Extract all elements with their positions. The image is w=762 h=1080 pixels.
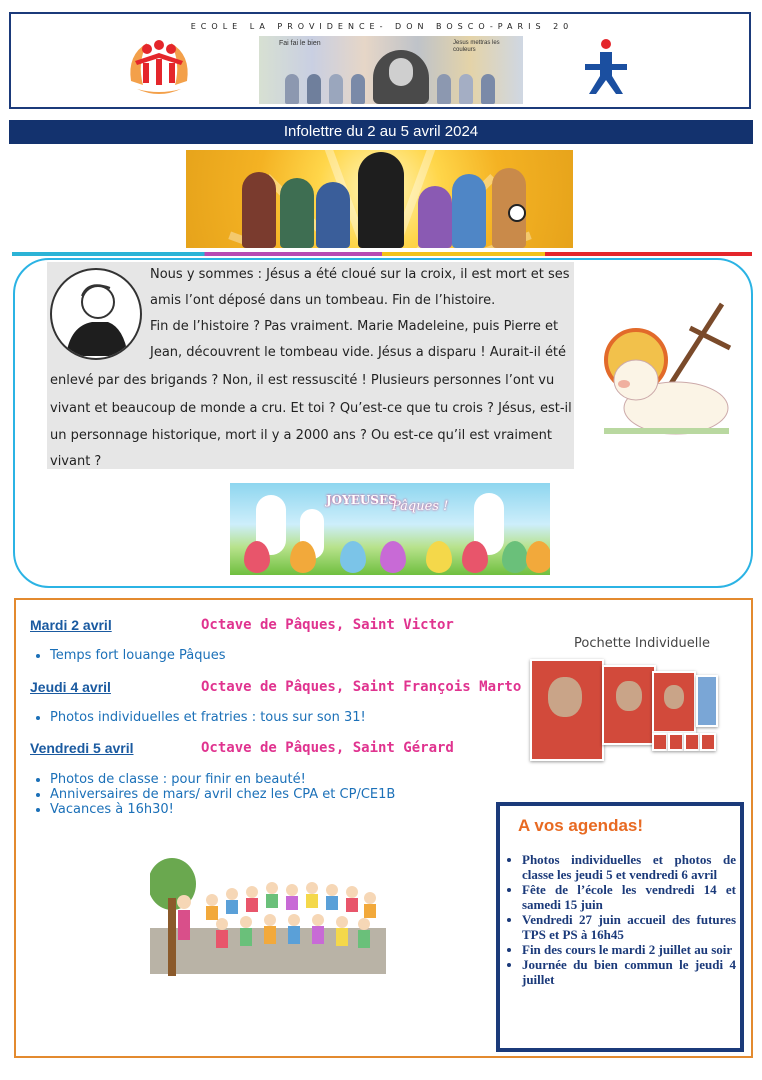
mural-caption-left: Fai fai le bien	[279, 40, 321, 47]
agenda-item: • Fête de l’école les vendredi 14 et samedi 15 juin	[522, 882, 736, 912]
newsletter-title-banner: Infolettre du 2 au 5 avril 2024	[9, 120, 753, 144]
don-bosco-portrait	[373, 50, 429, 104]
list-item: • Anniversaires de mars/ avril chez les CPA et CP/CE1B	[50, 787, 395, 802]
reflection-line: Jean, découvrent le tombeau vide. Jésus a disparu ! Aurait-il été	[150, 345, 567, 360]
joyeuses-paques-banner	[230, 483, 550, 575]
agenda-box	[496, 802, 744, 1052]
saint-of-day: Octave de Pâques, Saint François Marto	[201, 679, 522, 695]
photo-pochette-illustration	[530, 655, 720, 763]
soccer-ball-icon	[508, 204, 526, 222]
saint-of-day: Octave de Pâques, Saint Victor	[201, 617, 454, 633]
agenda-item: • Fin des cours le mardi 2 juillet au soir	[522, 942, 736, 957]
agenda-item: • Journée du bien commun le jeudi 4 juillet	[522, 957, 736, 987]
day-title: Jeudi 4 avril	[30, 679, 111, 695]
salesian-logo-icon	[123, 35, 195, 99]
day-title: Vendredi 5 avril	[30, 740, 134, 756]
reflection-line: enlevé par des brigands ? Non, il est ressuscité ! Plusieurs personnes l’ont vu	[50, 373, 555, 388]
easter-lamb-icon	[594, 300, 734, 440]
day-bullets	[30, 648, 226, 663]
reflection-line: Fin de l’histoire ? Pas vraiment. Marie Madeleine, puis Pierre et	[150, 319, 559, 334]
day-bullets	[30, 710, 366, 725]
color-divider	[12, 252, 752, 256]
reflection-line: vivant ?	[50, 454, 102, 469]
pochette-title: Pochette Individuelle	[574, 636, 710, 651]
easter-title: JOYEUSES	[326, 493, 397, 507]
hero-illustration	[186, 150, 573, 248]
list-item: • Vacances à 16h30!	[50, 802, 395, 817]
reflection-line: vivant et beaucoup de monde a cru. Et toi ? Qu’est-ce que tu crois ? Jésus, est-il	[50, 401, 572, 416]
don-bosco-mural-photo	[259, 36, 523, 104]
don-bosco-sketch-icon	[50, 268, 142, 360]
list-item: • Photos de classe : pour finir en beauté!	[50, 772, 395, 787]
easter-subtitle: Pâques !	[392, 499, 449, 514]
reflection-line: Nous y sommes : Jésus a été cloué sur la croix, il est mort et ses	[150, 267, 570, 282]
children-choir-illustration	[150, 858, 386, 976]
reflection-line: un personnage historique, mort il y a 2000 ans ? Ou est-ce qu’il est vraiment	[50, 428, 553, 443]
school-name: ECOLE LA PROVIDENCE- DON BOSCO-PARIS 20	[190, 22, 574, 31]
list-item: • Photos individuelles et fratries : tous sur son 31!	[50, 710, 366, 725]
agenda-item: • Photos individuelles et photos de classe les jeudi 5 et vendredi 6 avril	[522, 852, 736, 882]
saint-figure	[358, 152, 404, 248]
mural-caption-right: Jesus mettras les couleurs	[453, 40, 500, 53]
agenda-list	[506, 852, 736, 987]
day-bullets	[30, 772, 395, 817]
reflection-line: amis l’ont déposé dans un tombeau. Fin de l’histoire.	[150, 293, 496, 308]
agenda-title: A vos agendas!	[518, 816, 644, 835]
tutelle-logo-icon	[583, 36, 629, 96]
header	[9, 12, 751, 109]
saint-of-day: Octave de Pâques, Saint Gérard	[201, 740, 454, 756]
day-title: Mardi 2 avril	[30, 617, 112, 633]
agenda-item: • Vendredi 27 juin accueil des futures TPS et PS à 16h45	[522, 912, 736, 942]
list-item: • Temps fort louange Pâques	[50, 648, 226, 663]
